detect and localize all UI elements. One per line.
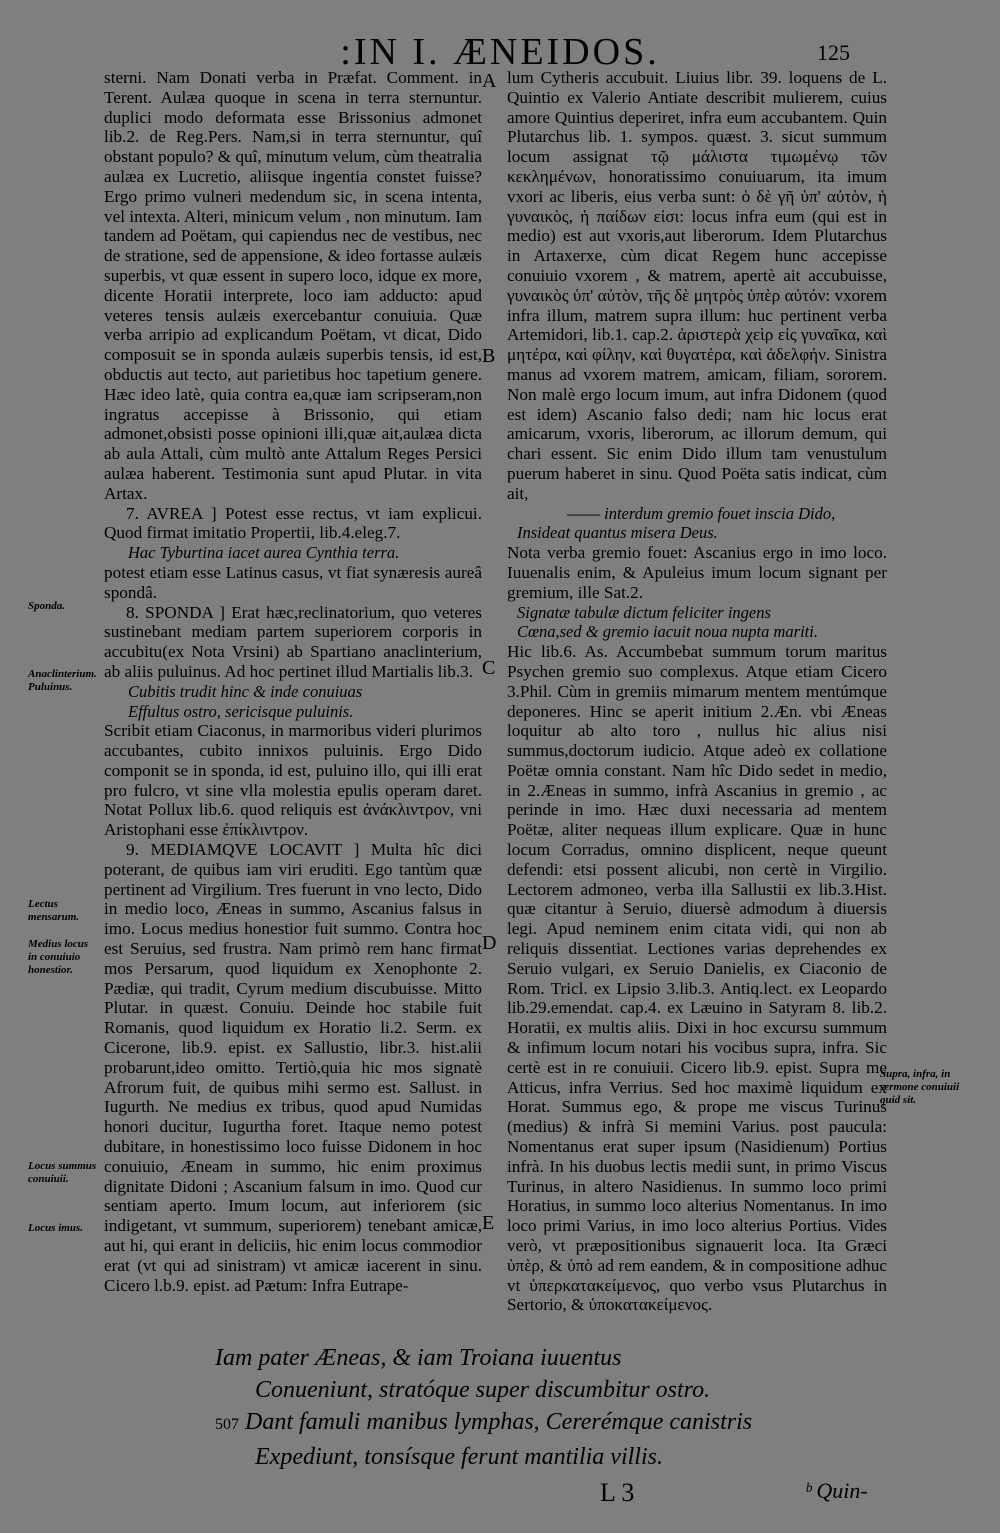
paragraph: Nota verba gremio fouet: Ascanius ergo in imo loco. Iuuenalis enim, & Apuleius imum locum signant per gremium, ille Sat.2. bbox=[507, 543, 887, 602]
margin-note: Anaclinterium. Puluinus. bbox=[28, 668, 97, 693]
section-letter-b: B bbox=[482, 345, 496, 367]
margin-note: Sponda. bbox=[28, 600, 65, 612]
right-column bbox=[507, 68, 887, 1315]
paragraph: 7. AVREA ] Potest esse rectus, vt iam explicui. Quod firmat imitatio Propertii, lib.4.eleg.7. bbox=[104, 503, 482, 543]
verse-line: Dant famuli manibus lymphas, Cererémque canistris bbox=[245, 1409, 753, 1435]
verse-line: Expediunt, tonsísque ferunt mantilia villis. bbox=[255, 1444, 663, 1470]
section-letter-c: C bbox=[482, 657, 496, 679]
verse-quote: ―― interdum gremio fouet inscia Dido, bbox=[567, 503, 836, 523]
page-number: 125 bbox=[817, 40, 850, 65]
left-column bbox=[104, 68, 482, 1295]
catchword: ᵇ Quin- bbox=[805, 1478, 868, 1503]
margin-note: Locus imus. bbox=[28, 1222, 84, 1234]
section-letter-d: D bbox=[482, 932, 497, 954]
verse-quote: Cœna,sed & gremio iacuit noua nupta mariti. bbox=[517, 622, 818, 642]
margin-note: Supra, infra, in sermone conuiuii quid sit. bbox=[880, 1068, 960, 1106]
line-number: 507 bbox=[215, 1416, 239, 1433]
paragraph: potest etiam esse Latinus casus, vt fiat synæresis aureâ spondâ. bbox=[104, 562, 482, 602]
verse-quote: Signatæ tabulæ dictum feliciter ingens bbox=[517, 602, 771, 622]
paragraph: 9. MEDIAMQVE LOCAVIT ] Multa hîc dici poterant, de quibus iam viri eruditi. Ego tantùm quæ pertinent ad Virgilium. Tres fuerunt in vno lecto, Dido in medio loco, Æneas in summo, Ascanius falsus in imo. Locus medius honestior fuit summo. Contra hoc est Seruius, sed frustra. Nam primò rem hanc firmat mos Persarum, quod liquidum ex Xenophonte 2. Pædiæ, qui tradit, Cyrum medium discubuisse. Mitto Plutar. in quæst. Conuiu. Deinde hoc stabile fuit Romanis, quod liquidum ex Horatio li.2. Serm. ex Cicerone, lib.9. epist. ex Sallustio, libr.3. hist.alii probarunt,ideo omitto. Tertiò,quia hic mos signatè Afrorum fuit, de quibus mihi sermo est. Sallust. in Iugurth. Ne medius ex tribus, quod apud Numidas honori ducitur, Iugurtha foret. Itaque nemo potest dubitare, in honestissimo loco fuisse Didonem in hoc conuiuio, Æneam in summo, hic enim proximus dignitate Didoni ; Ascanium falsum in imo. Quod cur sentiam aperto. Imum locum, aut inferiorem (sic indigetant, vt summum, superiorem) tenebant amicæ, aut hi, qui erant in deliciis, hic enim locus commodior erat (vt qui ad sinistram) vt amicæ iacerent in sinu. Cicero l.b.9. epist. ad Pætum: Infra Eutrape- bbox=[104, 840, 482, 1295]
margin-note: Locus summus conuiuii. bbox=[28, 1160, 97, 1185]
section-letter-a: A bbox=[482, 70, 497, 92]
verse-quote: Effultus ostro, sericisque puluinis. bbox=[128, 701, 354, 721]
verse-block bbox=[215, 1342, 775, 1473]
paragraph: sterni. Nam Donati verba in Præfat. Comment. in Terent. Aulæa quoque in scena in terra sternuntur. duplici modo deformata esse Brissonius admonet lib.2. de Reg.Pers. Nam,si in terra sternuntur, quî obstant populo? & quî, minutum velum, cùm theatralia aulæa ex Lucretio, aliisque ingentia constet fuisse? Ergo primo vulneri medendum sic, in scena intenta, vel intexta. Alteri, minicum velum , non minutum. Iam tandem ad Poëtam, qui capiendus nec de vestibus, nec de stratione, sed de appensione, & ideo fortasse aulæis superbis, vt quæ essent in supero loco, idque ex more, dicente Horatii interprete, loco iam adducto: apud veteres tensis aulæis exercebantur conuiuia. Quæ verba arripio ad explicandum Poëtam, vt dicat, Dido composuit se in sponda aulæis superbis tensis, id est, obductis aut tecto, aut parietibus hoc tapetium genere. Hæc ideo latè, quia contra ea,quæ iam scripseram,non ingratus accepisse à Brissonio, qui etiam admonet,obsisti posse opinioni illi,quæ ait,aulæa dicta ab aula Attali, cùm multò ante Attalum Reges Persici aulæa haberent. Testimonia sunt apud Plutar. in vita Artax. bbox=[104, 68, 482, 503]
verse-quote: Hac Tyburtina iacet aurea Cynthia terra. bbox=[128, 543, 400, 563]
verse-line: Conueniunt, stratóque super discumbitur ostro. bbox=[255, 1377, 711, 1403]
verse-quote: Cubitis trudit hinc & inde conuiuas bbox=[128, 681, 363, 701]
margin-note: Lectus mensarum. bbox=[28, 898, 80, 923]
verse-quote: Insideat quantus misera Deus. bbox=[517, 523, 718, 543]
verse-line: Iam pater Æneas, & iam Troiana iuuentus bbox=[215, 1345, 622, 1371]
running-title: :IN I. ÆNEIDOS. bbox=[340, 31, 660, 73]
paragraph: Hic lib.6. As. Accumbebat summum torum maritus Psychen gremio suo complexus. Atque etiam Cicero 3.Phil. Cùm in gremiis mimarum mentem mentúmque deponeres. Hinc se aperit initium 2.Æn. vbi Æneas loquitur ab alto toro , nullus hic alius nisi summus,doctorum iudicio. Atque adeò ex collatione Poëtæ omnia constant. Nam hîc Dido sedet in medio, in 2.Æneas in summo, infrà Ascanius in gremio , ac perinde in imo. Hæc duxi necessaria ad mentem Poëtæ, aliter nequeas illum explicare. Quæ in hunc locum Corradus, omnino displicent, neque queunt defendi: etsi possent alicubi, non certè in Virgilio. Lectorem admoneo, verba illa Sallustii ex lib.3.Hist. quæ citantur à Seruio, diuersè admodum à diuersis legi. Apud neminem enim citata vidi, qui non ab reliquis dissentiat. Lectiones varias deprehendes ex Seruio vulgari, ex Seruio Danielis, ex Ciaconio de Rom. Tricl. ex Lipsio 3.lib.3. Antiq.lect. ex Leopardo lib.29.emendat. cap.4. ex Læuino in Satyram 8. lib.2. Horatii, ex multis aliis. Dixi in hoc excursu summum & infimum locum notari his vocibus supra, infra. Sic certè est in re conuiuii. Cicero lib.9. epist. Supra me Atticus, infra Verrius. Sed hoc maximè liquidum ex Horat. Summus ego, & prope me viscus Turinus (medius) & infrà Si memini Varius. post paucula: Nomentanus erat super ipsum (Nasidienum) Portius infrà. In his duobus lectis medii sunt, in primo Viscus Turinus, in altero Nasidienus. In summo loco primi Horatius, in summo loco alterius Nomentanus. In imo loco primi Varius, in imo loco alterius Portius. Vides verò, vt præpositionibus signauerit loca. Ita Græci ὑπὲρ, & ὑπὸ ad rem eandem, & in compositione adhuc vt ὑπερκατακείμενος, quo verbo vsus Plutarchus in Sertorio, & ὑποκατακείμενος. bbox=[507, 642, 887, 1315]
signature-mark: L 3 bbox=[600, 1478, 635, 1507]
paragraph: Scribit etiam Ciaconus, in marmoribus videri plurimos accubantes, cubito innixos puluinis. Ergo Dido componit se in sponda, id est, puluino illo, qui illi erat pro fulcro, vt sine vlla molestia epulis operam daret. Notat Pollux lib.6. quod reliquis est ἀνάκλιντρον, vni Aristophani esse ἐπίκλιντρον. bbox=[104, 721, 482, 840]
paragraph: lum Cytheris accubuit. Liuius libr. 39. loquens de L. Quintio ex Valerio Antiate describit mulierem, cuius amore Quintius deperiret, infra eum accubantem. Quin Plutarchus lib. 1. sympos. quæst. 3. sicut summum locum assignat τῷ μάλιστα τιμωμένῳ τῶν κεκλημένων, honoratissimo conuiuarum, ita imum vxori ac liberis, eius verba sunt: ὁ δὲ γῆ ὑπ' αὐτὸν, ἡ γυναικὸς, ἡ παίδων εἰσι: locus infra eum (qui est in medio) est aut vxoris,aut liberorum. Idem Plutarchus in Artaxerxe, cùm dicat Regem hunc accepisse conuiuio vxorem , & matrem, apertè ait accubuisse, γυναικὸς ὑπ' αὐτὸν, τῆς δὲ μητρὸς ὑπὲρ αὐτόν: vxorem infra illum, matrem supra illum: huc pertinent verba Artemidori, lib.1. cap.2. ἀριστερὰ χεὶρ εἰς γυναῖκα, καὶ μητέρα, καὶ φίλην, καὶ θυγατέρα, καὶ ἀδελφήν. Sinistra manus ad vxorem matrem, amicam, filiam, sororem. Non malè ergo locum imum, aut infra Didonem (quod est idem) Ascanio falso dedi; nam hic locus erat amicarum, vxoris, liberorum, ac illorum demum, qui chari essent. Sic enim Dido illum tam venustulum puerum haberet in sinu. Quod Poëta satis indicat, cùm ait, bbox=[507, 68, 887, 503]
section-letter-e: E bbox=[482, 1212, 495, 1234]
paragraph: 8. SPONDA ] Erat hæc,reclinatorium, quo veteres sustinebant mediam partem superiorem corporis in accubitu(ex Nota Vrsini) ab Spartiano anaclinterium, ab aliis puluinus. Ad hoc pertinet illud Martialis lib.3. bbox=[104, 602, 482, 681]
margin-note: Medius locus in conuiuio honestior. bbox=[28, 938, 89, 976]
